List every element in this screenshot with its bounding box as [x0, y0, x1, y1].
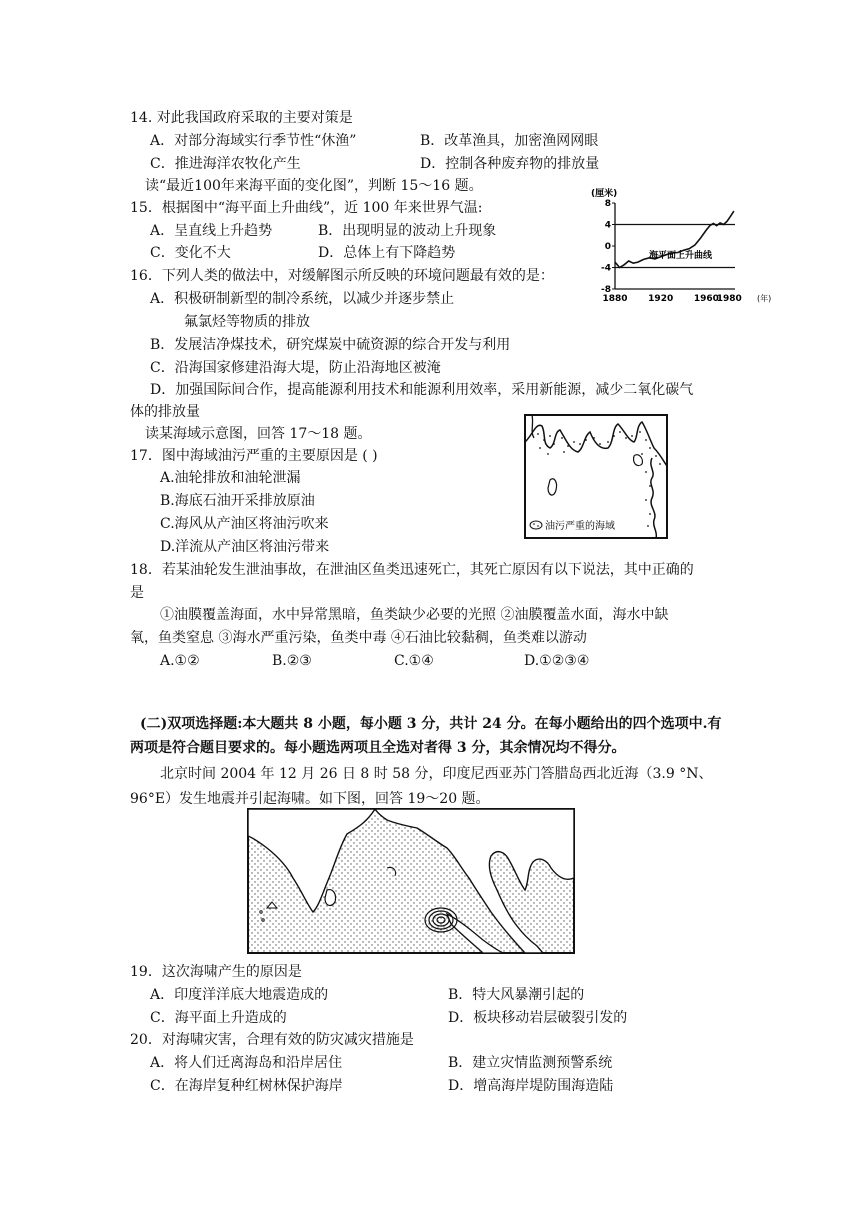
q16-option-c: C．沿海国家修建沿海大堤，防止沿海地区被淹 [150, 360, 441, 376]
q14-option-a: A．对部分海域实行季节性“休渔” [150, 133, 357, 149]
y-tick-label: -4 [601, 263, 611, 274]
q20-option-c: C．在海岸复种红树林保护海岸 [150, 1078, 343, 1094]
q18-stem-line1: 18．若某油轮发生泄油事故，在泄油区鱼类迅速死亡，其死亡原因有以下说法，其中正确的 [130, 562, 694, 578]
q18-stem-line2: 是 [130, 585, 144, 601]
q14-option-c: C．推进海洋农牧化产生 [150, 156, 301, 172]
y-tick-label: -8 [601, 285, 611, 295]
q16-option-a-line2: 氟氯烃等物质的排放 [184, 314, 310, 330]
q16-option-d-line1: D．加强国际间合作，提高能源利用技术和能源利用效率，采用新能源，减少二氧化碳气 [150, 382, 694, 398]
q17-option-a: A.油轮排放和油轮泄漏 [160, 470, 301, 486]
q19-option-c: C．海平面上升造成的 [150, 1010, 287, 1026]
q18-option-d: D.①②③④ [524, 653, 590, 669]
q17-option-d: D.洋流从产油区将油污带来 [160, 539, 330, 555]
chart-xlabel: (年) [757, 294, 772, 303]
x-tick-label: 1880 [602, 294, 628, 304]
q20-option-d: D．增高海岸堤防围海造陆 [448, 1078, 614, 1094]
q18-statements-line2: 氧，鱼类窒息 ③海水严重污染，鱼类中毒 ④石油比较黏稠，鱼类难以游动 [130, 630, 587, 646]
q20-stem: 20．对海啸灾害，合理有效的防灾减灾措施是 [130, 1032, 414, 1048]
q20-option-b: B．建立灾情监测预警系统 [448, 1055, 613, 1071]
tsunami-map [247, 808, 575, 954]
q16-option-b: B．发展洁净煤技术，研究煤炭中硫资源的综合开发与利用 [150, 337, 511, 353]
q18-option-b: B.②③ [272, 653, 312, 669]
chart-ylabel: (厘米) [591, 189, 618, 199]
q19-option-d: D．板块移动岩层破裂引发的 [448, 1010, 628, 1026]
intro-19-20-line1: 北京时间 2004 年 12 月 26 日 8 时 58 分，印度尼西亚苏门答腊岛西北近海（3.9 °N、 [160, 766, 713, 782]
x-tick-label: 1960 [693, 294, 719, 304]
q17-option-b: B.海底石油开采排放原油 [160, 493, 315, 509]
section2-heading-line2: 两项是符合题目要求的。每小题选两项且全选对者得 3 分，其余情况均不得分。 [130, 740, 626, 756]
sea-level-chart [585, 185, 780, 310]
y-tick-label: 0 [604, 242, 611, 252]
q17-option-c: C.海风从产油区将油污吹来 [160, 516, 329, 532]
intro-15-16: 读“最近100年来海平面的变化图”，判断 15～16 题。 [145, 178, 483, 194]
q18-statements-line1: ①油膜覆盖海面，水中异常黑暗，鱼类缺少必要的光照 ②油膜覆盖水面，海水中缺 [160, 607, 669, 623]
y-tick-label: 8 [604, 199, 611, 209]
q15-option-d: D．总体上有下降趋势 [318, 245, 456, 261]
x-tick-label: 1920 [648, 294, 674, 304]
q15-option-c: C．变化不大 [150, 245, 231, 261]
oil-pollution-map [524, 414, 668, 539]
legend-label: 油污严重的海域 [545, 521, 615, 532]
q17-stem: 17．图中海域油污严重的主要原因是 ( ) [130, 448, 378, 464]
q19-option-b: B．特大风暴潮引起的 [448, 987, 585, 1003]
q16-option-a-line1: A．积极研制新型的制冷系统，以减少并逐步禁止 [150, 291, 455, 307]
q14-option-b: B．改革渔具，加密渔网网眼 [420, 133, 599, 149]
q14-option-d: D．控制各种废弃物的排放量 [420, 156, 600, 172]
q18-option-a: A.①② [160, 653, 200, 669]
chart-annotation: 海平面上升曲线 [649, 251, 713, 261]
map-frame [525, 415, 667, 538]
q19-stem: 19．这次海啸产生的原因是 [130, 964, 302, 980]
section2-heading-line1: (二)双项选择题:本大题共 8 小题，每小题 3 分，共计 24 分。在每小题给出的四个选项中.有 [140, 716, 722, 732]
sri-lanka [325, 890, 336, 906]
q15-option-a: A．呈直线上升趋势 [150, 223, 273, 239]
q16-stem: 16．下列人类的做法中，对缓解图示所反映的环境问题最有效的是： [130, 268, 554, 284]
q20-option-a: A．将人们迁离海岛和沿岸居住 [150, 1055, 343, 1071]
q18-option-c: C.①④ [394, 653, 434, 669]
y-tick-label: 4 [604, 220, 611, 231]
q14-stem: 14. 对此我国政府采取的主要对策是 [130, 110, 353, 126]
q15-stem: 15．根据图中“海平面上升曲线”，近 100 年来世界气温: [130, 200, 483, 216]
intro-19-20-line2: 96°E）发生地震并引起海啸。如下图，回答 19～20 题。 [130, 791, 490, 807]
q16-option-d-line2: 体的排放量 [130, 404, 200, 420]
q15-option-b: B．出现明显的波动上升现象 [318, 223, 497, 239]
intro-17-18: 读某海域示意图，回答 17～18 题。 [145, 426, 372, 442]
q19-option-a: A．印度洋洋底大地震造成的 [150, 987, 329, 1003]
x-tick-label: 1980 [716, 294, 742, 304]
